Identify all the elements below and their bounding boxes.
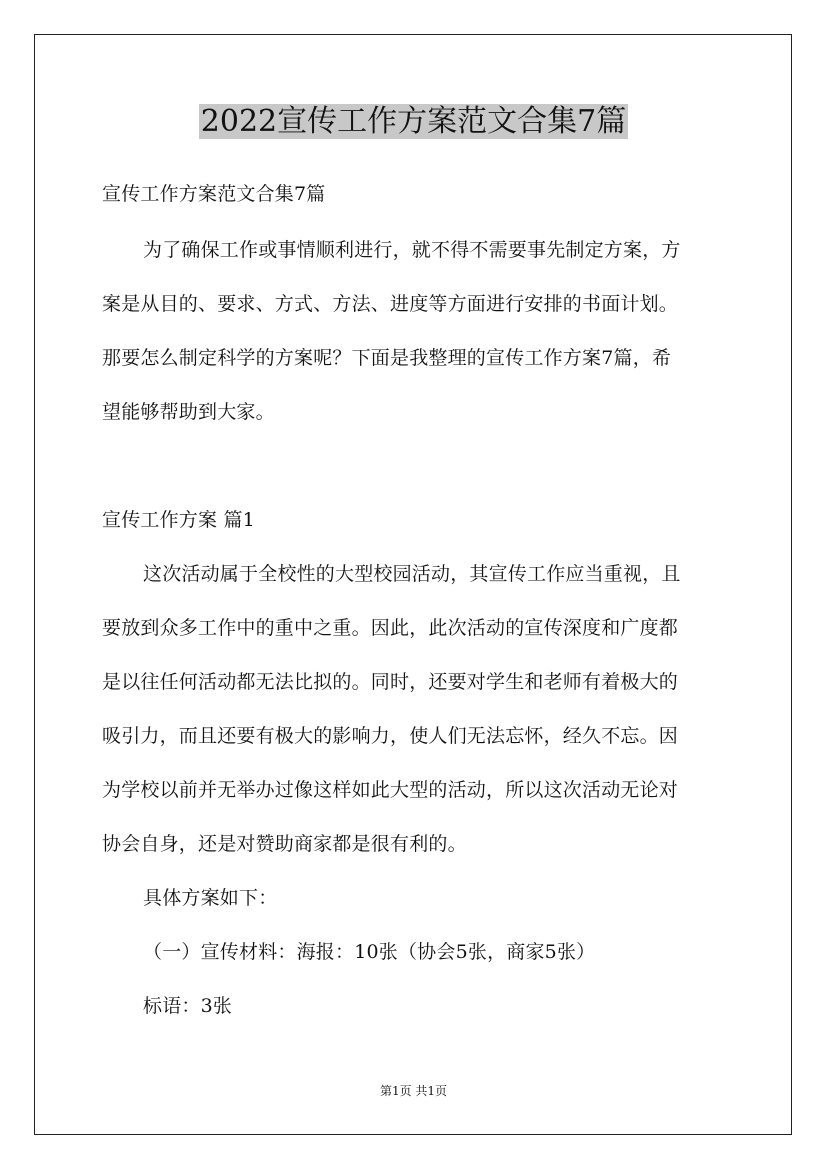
section-line-3: 是以往任何活动都无法比拟的。同时，还要对学生和老师有着极大的 <box>102 671 679 693</box>
section-line-5: 为学校以前并无举办过像这样如此大型的活动，所以这次活动无论对 <box>102 779 679 801</box>
intro-line-4: 望能够帮助到大家。 <box>102 401 275 423</box>
slogan-line: 标语：3张 <box>143 995 233 1017</box>
intro-line-1: 为了确保工作或事情顺利进行，就不得不需要事先制定方案，方 <box>143 239 681 261</box>
intro-line-3: 那要怎么制定科学的方案呢？下面是我整理的宣传工作方案7篇，希 <box>102 347 672 369</box>
page-footer: 第1页 共1页 <box>379 1084 448 1098</box>
section-heading: 宣传工作方案 篇1 <box>102 509 255 531</box>
document-title <box>0 102 827 142</box>
section-line-6: 协会自身，还是对赞助商家都是很有利的。 <box>102 833 467 855</box>
intro-line-2: 案是从目的、要求、方式、方法、进度等方面进行安排的书面计划。 <box>102 293 679 315</box>
document-subtitle: 宣传工作方案范文合集7篇 <box>102 183 326 205</box>
section-line-2: 要放到众多工作中的重中之重。因此，此次活动的宣传深度和广度都 <box>102 617 679 639</box>
plan-intro: 具体方案如下： <box>143 887 278 909</box>
materials-line: （一）宣传材料：海报：10张（协会5张，商家5张） <box>143 941 596 963</box>
document-title-text: 2022宣传工作方案范文合集7篇 <box>200 104 627 139</box>
section-line-4: 吸引力，而且还要有极大的影响力，使人们无法忘怀，经久不忘。因 <box>102 725 679 747</box>
section-line-1: 这次活动属于全校性的大型校园活动，其宣传工作应当重视，且 <box>143 563 681 585</box>
